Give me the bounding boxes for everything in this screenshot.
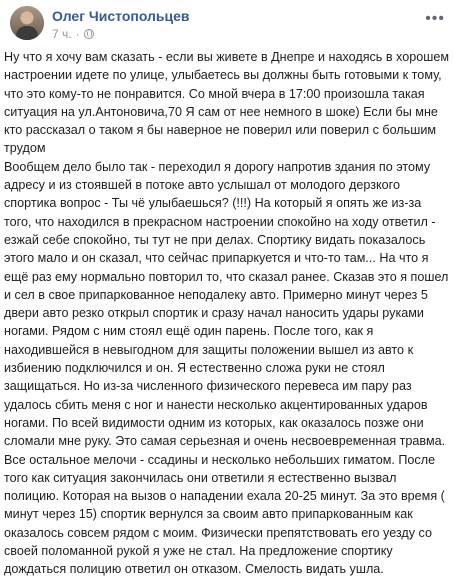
post-paragraph-2: Вообщем дело было так - переходил я дорогу напротив здания по этому адресу и из стоявшей в потоке авто услышал от молодого дерзкого спортика вопрос - Ты чё улыбаешься? (!!!) На который я опять же из-за того, что находился в прекрасном настроении спокойно на ходу ответил - езжай себе спокойно, ты тут не при делах. Спортику видать показалось этого мало и он сказал, что сейчас припаркуется и что-то там... На что я ещё раз ему нормально повторил то, что сказал ранее. Сказав это я пошел и сел в свое припаркованное неподалеку авто. Примерно минут через 5 двери авто резко открыл спортик и сразу начал наносить удары руками ногами. Рядом с ним стоял ещё один парень. После того, как я находившейся в невыгодном для защиты положении вышел из авто к избиению подключился и он. Я естественно сложа руки не стоял защищаться. Но из-за численного физического перевеса им пару раз удалось сбить меня с ног и нанести несколько акцентированных ударов ногами. По всей видимости одним из которых, как оказалось позже они сломали мне руку. Это самая серьезная и очень несвоевременная травма. Все остальное мелочи - ссадины и несколько небольших гиматом. После того как ситуация закончилась они ответили я естественно вызвал полицию. Которая на вызов о нападении ехала 20-25 минут. За это время ( минут через 15) спортик вернулся за своим авто припаркованным как оказалось совсем рядом с моим. Физически препятствовать его уезду со своей поломанной рукой я уже не стал. На предложение спортику дождаться полицию ответил он отказом. Смелость видать ушла. xyxy=(4,159,449,577)
meta-separator: · xyxy=(75,27,80,41)
more-options-icon[interactable]: ••• xyxy=(425,10,445,27)
globe-icon xyxy=(84,29,94,39)
author-name[interactable]: Олег Чистопольцев xyxy=(52,8,190,24)
author-avatar[interactable] xyxy=(10,6,44,40)
post-timestamp[interactable]: 7 ч. xyxy=(52,27,72,41)
post-meta xyxy=(52,27,94,41)
post-text xyxy=(4,48,450,579)
post-paragraph-1: Ну что я хочу вам сказать - если вы живете в Днепре и находясь в хорошем настроении идете по улице, улыбаетесь вы должны быть готовыми к тому, что это кому-то не понравится. Со мной вчера в 17:00 произошла такая ситуация на ул.Антоновича,70 Я сам от нее немного в шоке) Если бы мне кто рассказал о таком я бы наверное не поверил или поверил с большим трудом xyxy=(4,50,449,156)
post-header xyxy=(0,0,453,44)
